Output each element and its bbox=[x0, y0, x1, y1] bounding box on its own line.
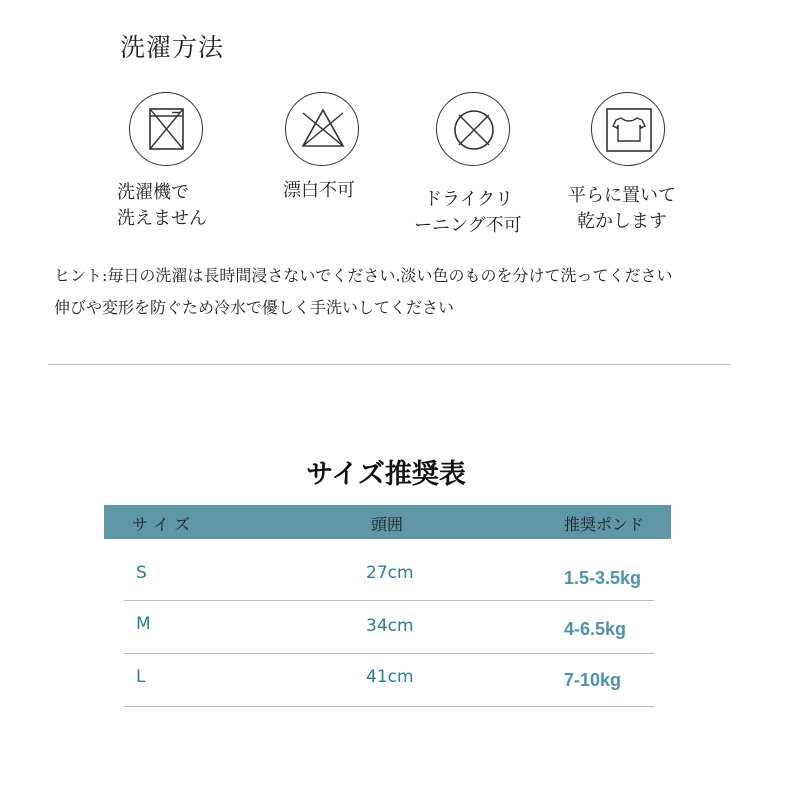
flat-dry-icon bbox=[591, 92, 665, 166]
row-s-head: 27cm bbox=[366, 563, 414, 583]
size-table-title: サイズ推奨表 bbox=[306, 459, 466, 490]
care-title: 洗濯方法 bbox=[120, 33, 225, 62]
header-head: 頭囲 bbox=[371, 515, 404, 534]
no-bleach-icon bbox=[285, 92, 359, 166]
row-l-weight: 7-10kg bbox=[564, 670, 622, 690]
row-l-size: L bbox=[136, 667, 146, 687]
hint-line-1: ヒント:毎日の洗濯は長時間浸さないでください.淡い色のものを分けて洗ってください bbox=[54, 266, 673, 285]
row-l-head: 41cm bbox=[366, 667, 414, 687]
flat-dry-label: 平らに置いて 乾かします bbox=[568, 185, 676, 232]
header-size: サ イ ズ bbox=[132, 515, 191, 534]
hint-line-2: 伸びや変形を防ぐため冷水で優しく手洗いしてください bbox=[54, 298, 455, 317]
dry-clean-label: ドライクリ ーニング不可 bbox=[414, 189, 522, 236]
row-m-size: M bbox=[136, 614, 151, 634]
row-s-size: S bbox=[136, 563, 147, 583]
row-divider bbox=[124, 653, 654, 654]
no-dry-clean-icon bbox=[436, 92, 510, 166]
no-machine-wash-icon bbox=[129, 92, 203, 166]
row-m-head: 34cm bbox=[366, 616, 414, 636]
row-divider bbox=[124, 600, 654, 601]
row-divider bbox=[124, 706, 654, 707]
row-s-weight: 1.5-3.5kg bbox=[564, 568, 642, 588]
row-m-weight: 4-6.5kg bbox=[564, 619, 627, 639]
section-divider bbox=[48, 364, 730, 365]
header-weight: 推奨ポンド bbox=[564, 515, 645, 534]
bleach-label: 漂白不可 bbox=[283, 180, 355, 201]
machine-wash-label: 洗濯機で 洗えません bbox=[117, 182, 207, 229]
